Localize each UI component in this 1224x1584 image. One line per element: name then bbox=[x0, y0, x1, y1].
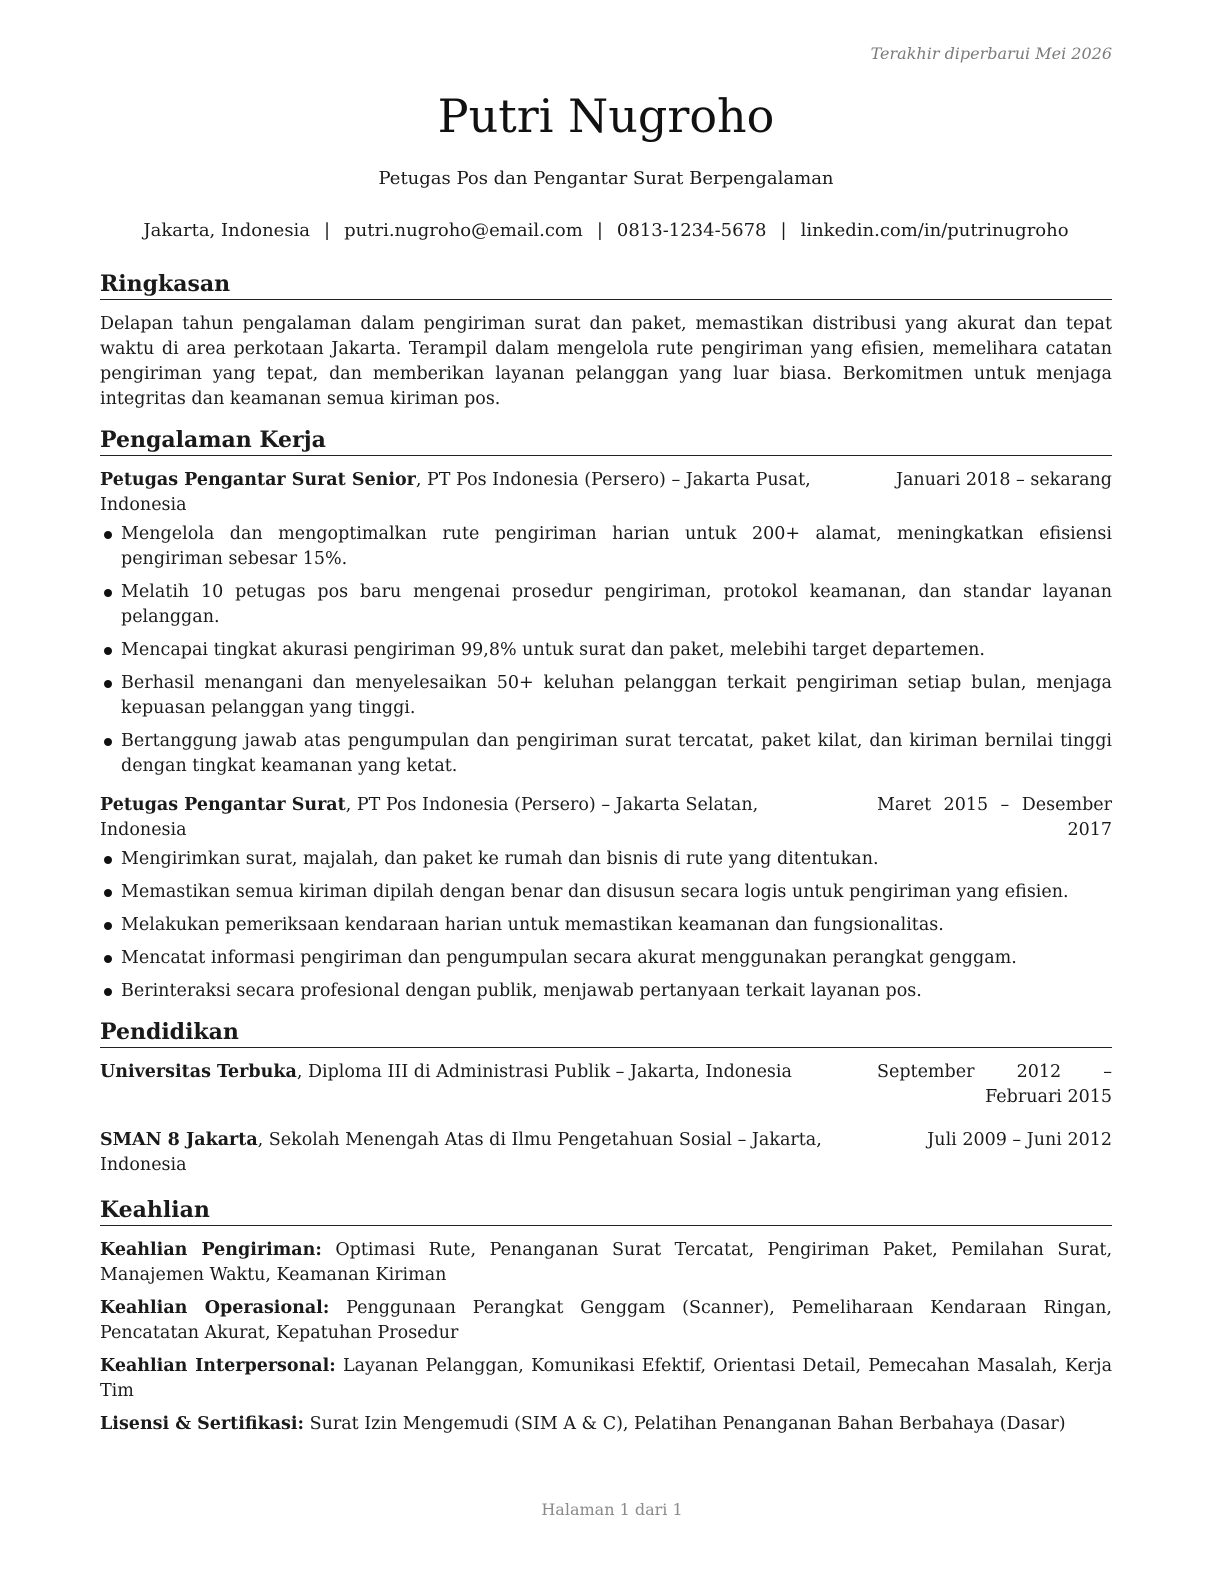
school-name: SMAN 8 Jakarta bbox=[100, 1130, 258, 1150]
job-role: Petugas Pengantar Surat Senior bbox=[100, 470, 416, 490]
section-title-education: Pendidikan bbox=[100, 1018, 1112, 1048]
bullet-icon bbox=[104, 988, 112, 996]
bullet-icon bbox=[104, 889, 112, 897]
section-title-summary: Ringkasan bbox=[100, 270, 1112, 300]
skill-group bbox=[100, 1296, 1112, 1346]
job-entry bbox=[100, 468, 1112, 779]
list-item bbox=[100, 946, 1112, 971]
contact-separator: | bbox=[780, 220, 787, 241]
job-org: , PT Pos Indonesia (Persero) – Jakarta Pusat, Indonesia bbox=[100, 470, 811, 515]
bullet-text: Mengelola dan mengoptimalkan rute pengiriman harian untuk 200+ alamat, meningkatkan efisiensi pengiriman sebesar 15%. bbox=[121, 524, 1112, 569]
bullet-text: Berinteraksi secara profesional dengan publik, menjawab pertanyaan terkait layanan pos. bbox=[121, 981, 922, 1001]
bullet-text: Mengirimkan surat, majalah, dan paket ke rumah dan bisnis di rute yang ditentukan. bbox=[121, 849, 879, 869]
education-section bbox=[100, 1018, 1112, 1178]
section-title-experience: Pengalaman Kerja bbox=[100, 426, 1112, 456]
bullet-icon bbox=[104, 531, 112, 539]
skill-text: Penggunaan Perangkat Genggam (Scanner), Pemeliharaan Kendaraan Ringan, Pencatatan Akurat, Kepatuhan Prosedur bbox=[100, 1298, 1112, 1343]
job-bullets bbox=[100, 847, 1112, 1004]
contact-separator: | bbox=[596, 220, 603, 241]
bullet-icon bbox=[104, 738, 112, 746]
list-item bbox=[100, 979, 1112, 1004]
list-item bbox=[100, 913, 1112, 938]
skill-text: Layanan Pelanggan, Komunikasi Efektif, Orientasi Detail, Pemecahan Masalah, Kerja Tim bbox=[100, 1356, 1113, 1401]
contact-phone: 0813-1234-5678 bbox=[616, 220, 767, 241]
job-dates: Maret 2015 – Desember 2017 bbox=[877, 795, 1112, 840]
page-number: Halaman 1 dari 1 bbox=[541, 1500, 683, 1519]
bullet-text: Mencatat informasi pengiriman dan pengumpulan secara akurat menggunakan perangkat genggam. bbox=[121, 948, 1017, 968]
skill-label: Keahlian Operasional: bbox=[100, 1298, 330, 1318]
last-updated: Terakhir diperbarui Mei 2026 bbox=[870, 44, 1112, 63]
list-item bbox=[100, 880, 1112, 905]
list-item bbox=[100, 847, 1112, 872]
summary-text: Delapan tahun pengalaman dalam pengiriman surat dan paket, memastikan distribusi yang akurat dan tepat waktu di area perkotaan Jakarta. Terampil dalam mengelola rute pengiriman yang efisien, memelihara catatan pengiriman yang tepat, dan memberikan layanan pelanggan yang luar biasa. Berkomitmen untuk menjaga integritas dan keamanan semua kiriman pos. bbox=[100, 314, 1112, 409]
education-entry bbox=[100, 1060, 1112, 1110]
job-header bbox=[100, 793, 1112, 843]
education-entry bbox=[100, 1128, 1112, 1178]
bullet-icon bbox=[104, 922, 112, 930]
contact-email[interactable]: putri.nugroho@email.com bbox=[344, 220, 583, 241]
job-dates: Januari 2018 – sekarang bbox=[895, 470, 1112, 490]
skills-section bbox=[100, 1196, 1112, 1437]
bullet-icon bbox=[104, 856, 112, 864]
skill-label: Keahlian Pengiriman: bbox=[100, 1240, 322, 1260]
school-name: Universitas Terbuka bbox=[100, 1062, 297, 1082]
skill-label: Keahlian Interpersonal: bbox=[100, 1356, 336, 1376]
resume-content bbox=[100, 270, 1112, 1451]
candidate-name: Putri Nugroho bbox=[437, 89, 775, 143]
summary-section bbox=[100, 270, 1112, 412]
job-bullets bbox=[100, 522, 1112, 779]
contact-line bbox=[100, 218, 1112, 244]
job-org: , PT Pos Indonesia (Persero) – Jakarta Selatan, Indonesia bbox=[100, 795, 759, 840]
bullet-text: Melatih 10 petugas pos baru mengenai prosedur pengiriman, protokol keamanan, dan standar layanan pelanggan. bbox=[121, 582, 1112, 627]
bullet-text: Berhasil menangani dan menyelesaikan 50+ keluhan pelanggan terkait pengiriman setiap bulan, menjaga kepuasan pelanggan yang tinggi. bbox=[121, 673, 1112, 718]
list-item bbox=[100, 671, 1112, 721]
education-dates: Juli 2009 – Juni 2012 bbox=[927, 1130, 1112, 1150]
contact-linkedin[interactable]: linkedin.com/in/putrinugroho bbox=[800, 220, 1069, 241]
list-item bbox=[100, 580, 1112, 630]
list-item bbox=[100, 638, 1112, 663]
skill-group bbox=[100, 1354, 1112, 1404]
contact-separator: | bbox=[324, 220, 331, 241]
school-detail: , Sekolah Menengah Atas di Ilmu Pengetahuan Sosial – Jakarta, Indonesia bbox=[100, 1130, 822, 1175]
bullet-icon bbox=[104, 647, 112, 655]
job-role: Petugas Pengantar Surat bbox=[100, 795, 346, 815]
education-dates: September 2012 – Februari 2015 bbox=[877, 1062, 1112, 1107]
school-detail: , Diploma III di Administrasi Publik – Jakarta, Indonesia bbox=[296, 1062, 792, 1082]
experience-section bbox=[100, 426, 1112, 1004]
skill-label: Lisensi & Sertifikasi: bbox=[100, 1414, 305, 1434]
bullet-text: Melakukan pemeriksaan kendaraan harian untuk memastikan keamanan dan fungsionalitas. bbox=[121, 915, 944, 935]
bullet-icon bbox=[104, 955, 112, 963]
bullet-text: Memastikan semua kiriman dipilah dengan benar dan disusun secara logis untuk pengiriman yang efisien. bbox=[121, 882, 1069, 902]
job-header bbox=[100, 468, 1112, 518]
bullet-icon bbox=[104, 589, 112, 597]
section-title-skills: Keahlian bbox=[100, 1196, 1112, 1226]
skill-group bbox=[100, 1238, 1112, 1288]
skill-group bbox=[100, 1412, 1112, 1437]
contact-location: Jakarta, Indonesia bbox=[143, 220, 311, 241]
skill-text: Optimasi Rute, Penanganan Surat Tercatat, Pengiriman Paket, Pemilahan Surat, Manajemen Waktu, Keamanan Kiriman bbox=[100, 1240, 1113, 1285]
list-item bbox=[100, 522, 1112, 572]
bullet-text: Bertanggung jawab atas pengumpulan dan pengiriman surat tercatat, paket kilat, dan kiriman bernilai tinggi dengan tingkat keamanan yang ketat. bbox=[121, 731, 1112, 776]
candidate-headline: Petugas Pos dan Pengantar Surat Berpengalaman bbox=[378, 168, 834, 189]
bullet-text: Mencapai tingkat akurasi pengiriman 99,8% untuk surat dan paket, melebihi target departemen. bbox=[121, 640, 985, 660]
job-entry bbox=[100, 793, 1112, 1004]
bullet-icon bbox=[104, 680, 112, 688]
list-item bbox=[100, 729, 1112, 779]
skill-text: Surat Izin Mengemudi (SIM A & C), Pelatihan Penanganan Bahan Berbahaya (Dasar) bbox=[304, 1414, 1066, 1434]
